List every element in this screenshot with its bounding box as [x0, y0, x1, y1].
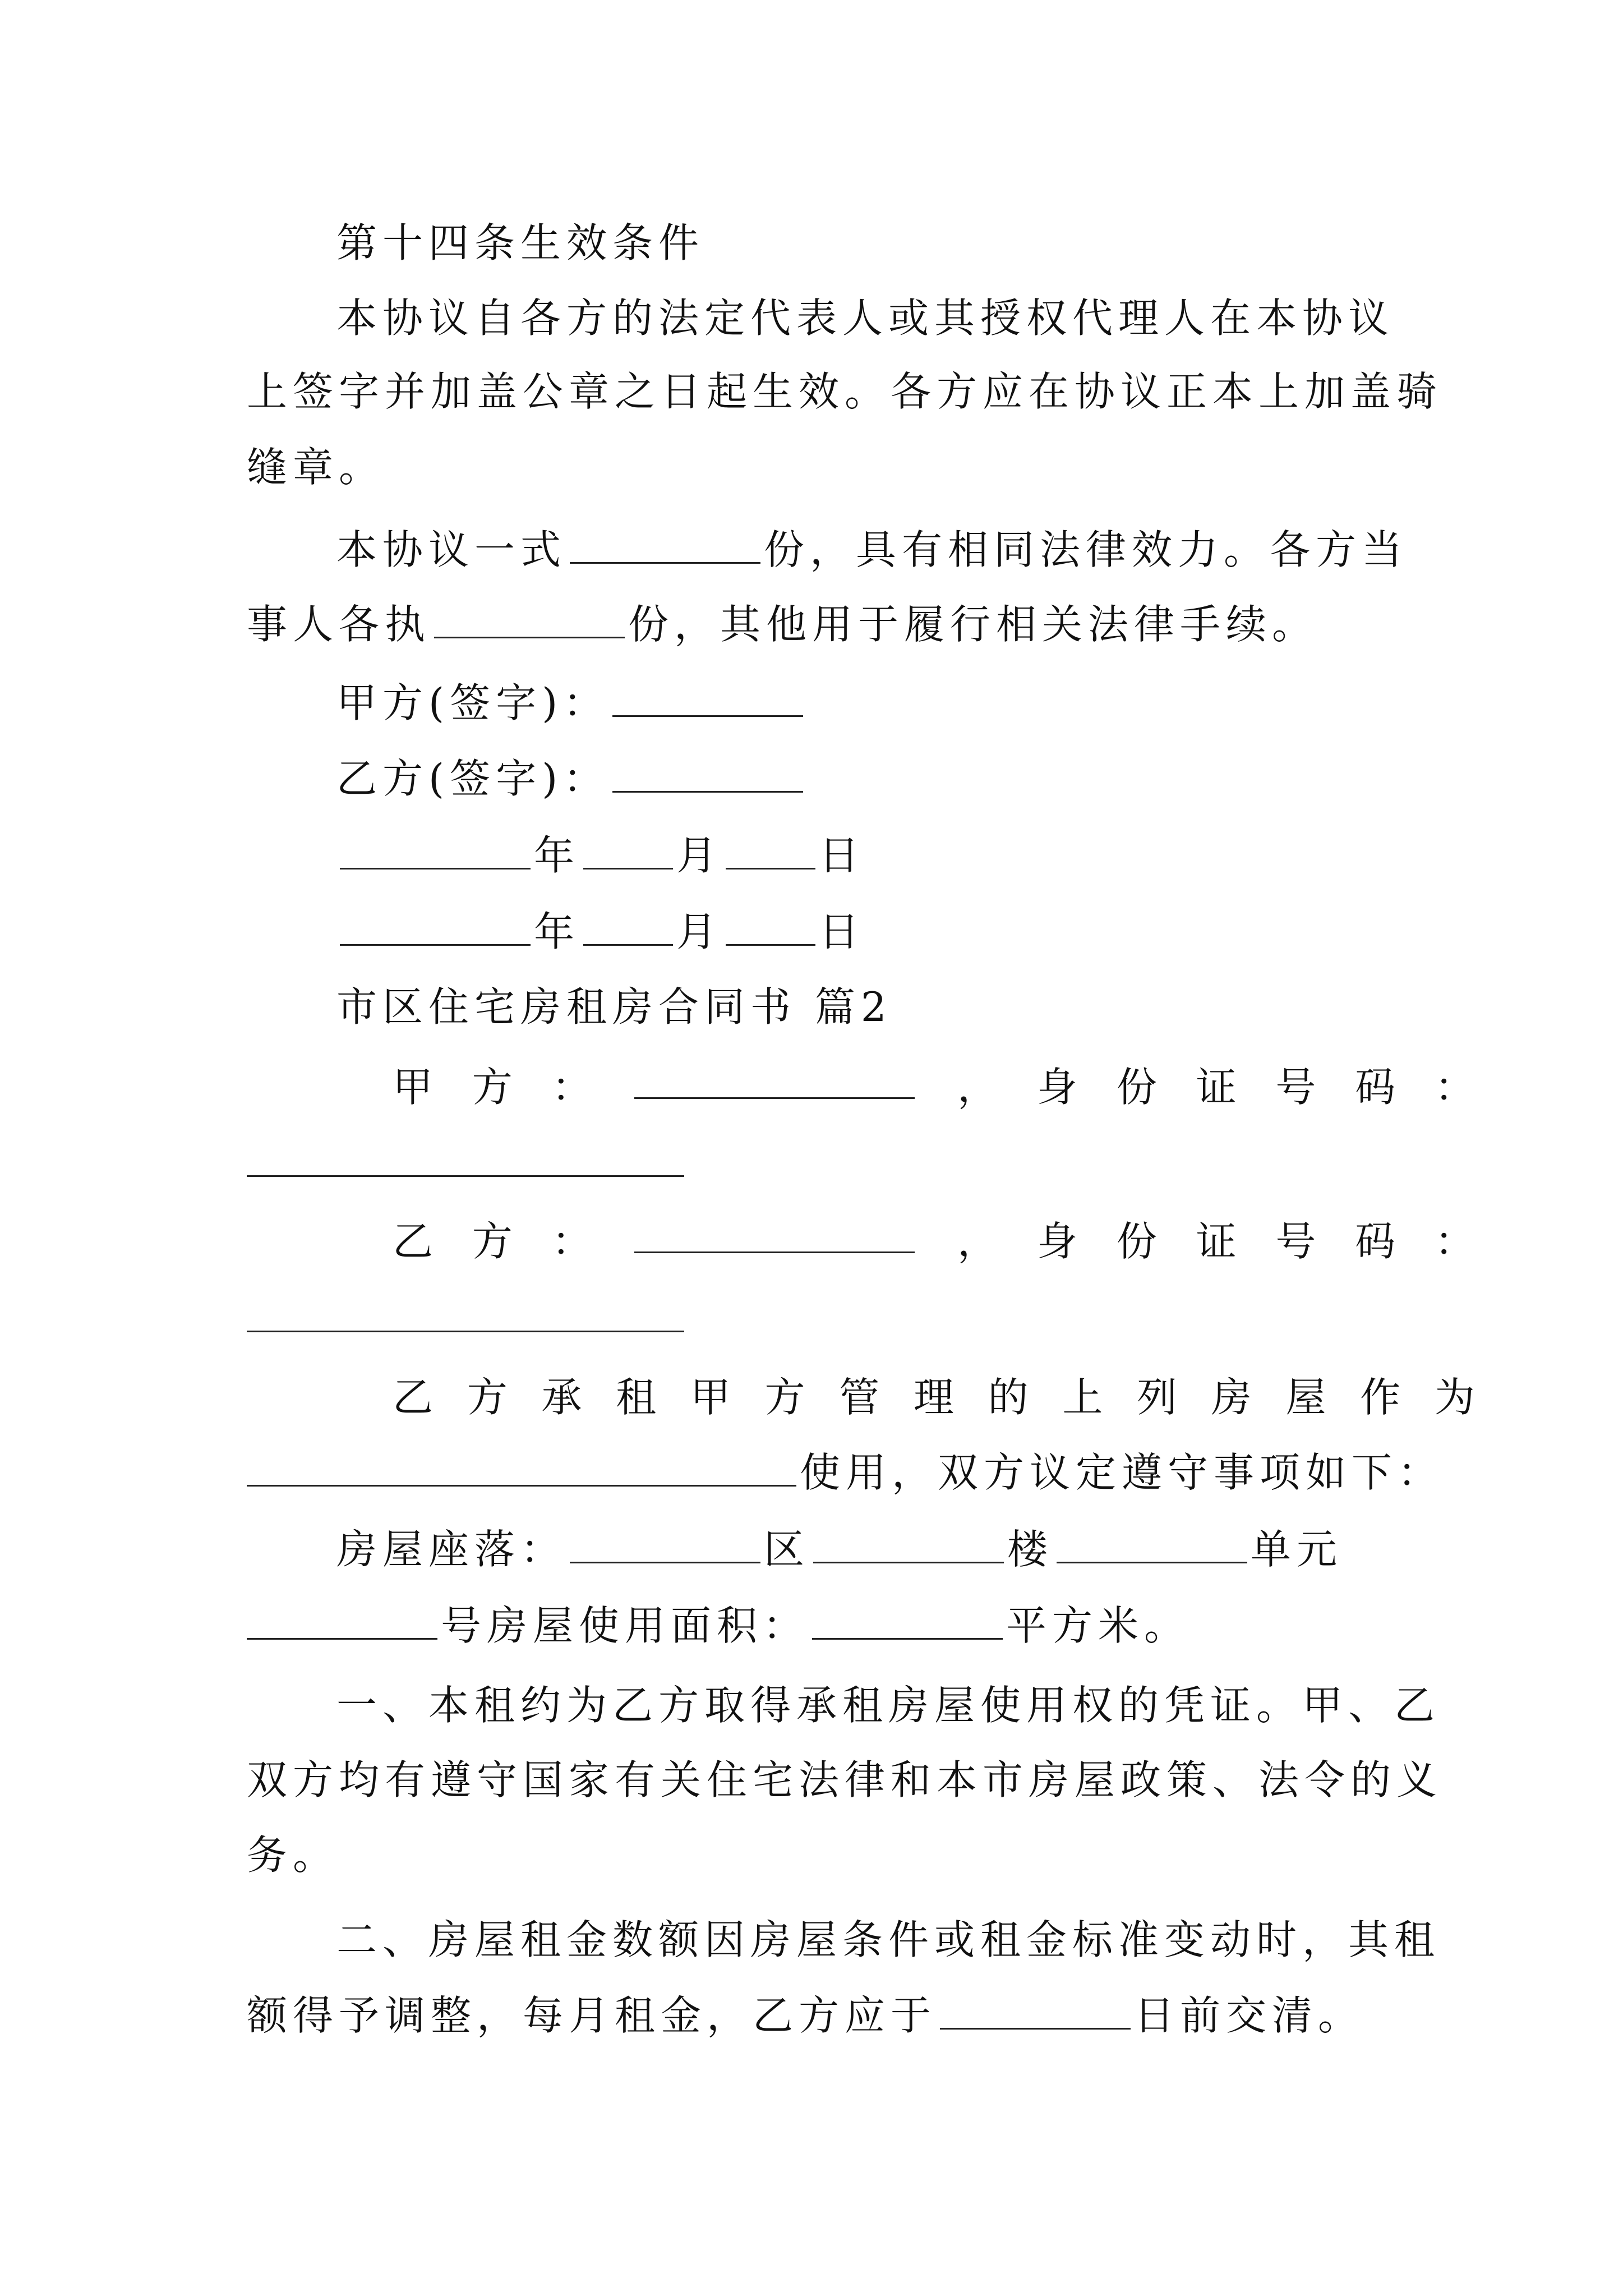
party-a-char: ：: [1434, 1064, 1475, 1111]
date-month-label: 月: [676, 908, 723, 955]
date-year-label: 年: [534, 908, 580, 955]
signature-label: 乙方(签字)：: [336, 755, 610, 802]
clause-1-line: 务。: [247, 1832, 339, 1879]
copies-line: [247, 522, 1475, 578]
party-a-char: ：: [551, 1064, 592, 1111]
copies-text: 份，其他用于履行相关法律手续。: [628, 601, 1318, 648]
party-b-char: 份: [1116, 1218, 1157, 1265]
paragraph-line: 缝章。: [247, 444, 385, 491]
blank-line[interactable]: [940, 1990, 1131, 2030]
clause-2-line: 二、房屋租金数额因房屋条件或租金标准变动时，其租: [336, 1916, 1441, 1963]
date-day-label: 日: [819, 832, 865, 879]
party-a-char: 号: [1275, 1064, 1316, 1111]
date-month-label: 月: [676, 832, 723, 879]
copies-text: 本协议一式: [336, 526, 567, 573]
paragraph-line: 上签字并加盖公章之日起生效。各方应在协议正本上加盖骑: [247, 368, 1443, 415]
date-line: [247, 904, 1475, 960]
date-year-label: 年: [534, 832, 580, 879]
party-b-char: ：: [551, 1218, 592, 1265]
use-char: 的: [988, 1374, 1029, 1421]
blank-line[interactable]: [634, 1059, 915, 1099]
blank-line[interactable]: [247, 1292, 684, 1332]
blank-line[interactable]: [812, 1600, 1003, 1640]
use-char: 列: [1137, 1374, 1178, 1421]
blank-line[interactable]: [340, 830, 531, 869]
paragraph-line: 本协议自各方的法定代表人或其授权代理人在本协议: [336, 295, 1395, 342]
blank-line[interactable]: [612, 753, 803, 793]
date-day-label: 日: [819, 908, 865, 955]
party-b-char: 码: [1355, 1218, 1396, 1265]
area-label: 号房屋使用面积：: [441, 1602, 809, 1649]
clause-2-text: 日前交清。: [1134, 1992, 1364, 2039]
clause-2-text: 额得予调整，每月租金，乙方应于: [247, 1992, 937, 2039]
use-char: 上: [1062, 1374, 1103, 1421]
blank-line[interactable]: [434, 599, 625, 638]
party-a-char: 甲: [393, 1064, 434, 1111]
use-char: 租: [616, 1374, 657, 1421]
party-b-char: ：: [1434, 1218, 1475, 1265]
party-b-line: [247, 1213, 1475, 1269]
clause-1-line: 双方均有遵守国家有关住宅法律和本市房屋政策、法令的义: [247, 1756, 1443, 1803]
blank-line[interactable]: [813, 1524, 1004, 1563]
use-char: 甲: [690, 1374, 731, 1421]
use-char: 为: [1434, 1374, 1475, 1421]
party-a-char: 身: [1036, 1064, 1077, 1111]
blank-line[interactable]: [247, 1447, 796, 1487]
signature-party-a: [247, 675, 1475, 731]
party-a-line: [247, 1059, 1475, 1115]
id-number-line: [247, 1290, 1385, 1346]
use-char: 屋: [1285, 1374, 1326, 1421]
copies-text: 份，具有相同法律效力。各方当: [764, 526, 1408, 573]
party-a-char: 码: [1355, 1064, 1396, 1111]
party-b-char: 乙: [393, 1218, 434, 1265]
article-14-title: 第十四条生效条件: [336, 219, 705, 266]
copies-line: [247, 596, 1385, 652]
clause-1-line: 一、本租约为乙方取得承租房屋使用权的凭证。甲、乙: [336, 1682, 1441, 1729]
address-label: 房屋座落：: [336, 1526, 567, 1573]
use-char: 房: [1211, 1374, 1252, 1421]
blank-line[interactable]: [247, 1600, 437, 1640]
blank-line[interactable]: [247, 1137, 684, 1177]
blank-line[interactable]: [726, 906, 815, 946]
party-b-char: 方: [472, 1218, 513, 1265]
use-tail-text: 使用，双方议定遵守事项如下：: [800, 1449, 1444, 1496]
blank-line[interactable]: [612, 677, 803, 717]
signature-party-b: [247, 751, 1475, 807]
use-purpose-line: [247, 1369, 1475, 1425]
blank-line[interactable]: [570, 524, 760, 564]
blank-line[interactable]: [634, 1213, 915, 1253]
blank-line[interactable]: [570, 1524, 760, 1563]
blank-line[interactable]: [726, 830, 815, 869]
address-line: [247, 1598, 1385, 1654]
party-a-char: ，: [957, 1064, 998, 1111]
party-b-char: ，: [957, 1218, 998, 1265]
use-char: 乙: [393, 1374, 434, 1421]
blank-line[interactable]: [1057, 1524, 1247, 1563]
use-char: 管: [839, 1374, 880, 1421]
blank-line[interactable]: [583, 830, 673, 869]
unit-label: 单元: [1251, 1526, 1343, 1573]
sqm-label: 平方米。: [1006, 1602, 1191, 1649]
use-char: 承: [541, 1374, 582, 1421]
blank-line[interactable]: [583, 906, 673, 946]
building-label: 楼: [1007, 1526, 1054, 1573]
id-number-line: [247, 1135, 1385, 1191]
copies-text: 事人各执: [247, 601, 431, 648]
party-b-char: 证: [1196, 1218, 1237, 1265]
section-heading: 市区住宅房租房合同书 篇2: [336, 983, 892, 1030]
use-char: 理: [913, 1374, 954, 1421]
district-label: 区: [764, 1526, 810, 1573]
use-purpose-line: [247, 1444, 1444, 1501]
party-b-char: 号: [1275, 1218, 1316, 1265]
address-line: [247, 1521, 1475, 1577]
blank-line[interactable]: [340, 906, 531, 946]
clause-2-line: [247, 1987, 1385, 2044]
use-char: 方: [764, 1374, 805, 1421]
party-a-char: 方: [472, 1064, 513, 1111]
use-char: 方: [467, 1374, 508, 1421]
party-a-char: 份: [1116, 1064, 1157, 1111]
party-b-char: 身: [1036, 1218, 1077, 1265]
date-line: [247, 827, 1475, 884]
signature-label: 甲方(签字)：: [336, 679, 610, 726]
party-a-char: 证: [1196, 1064, 1237, 1111]
use-char: 作: [1360, 1374, 1401, 1421]
